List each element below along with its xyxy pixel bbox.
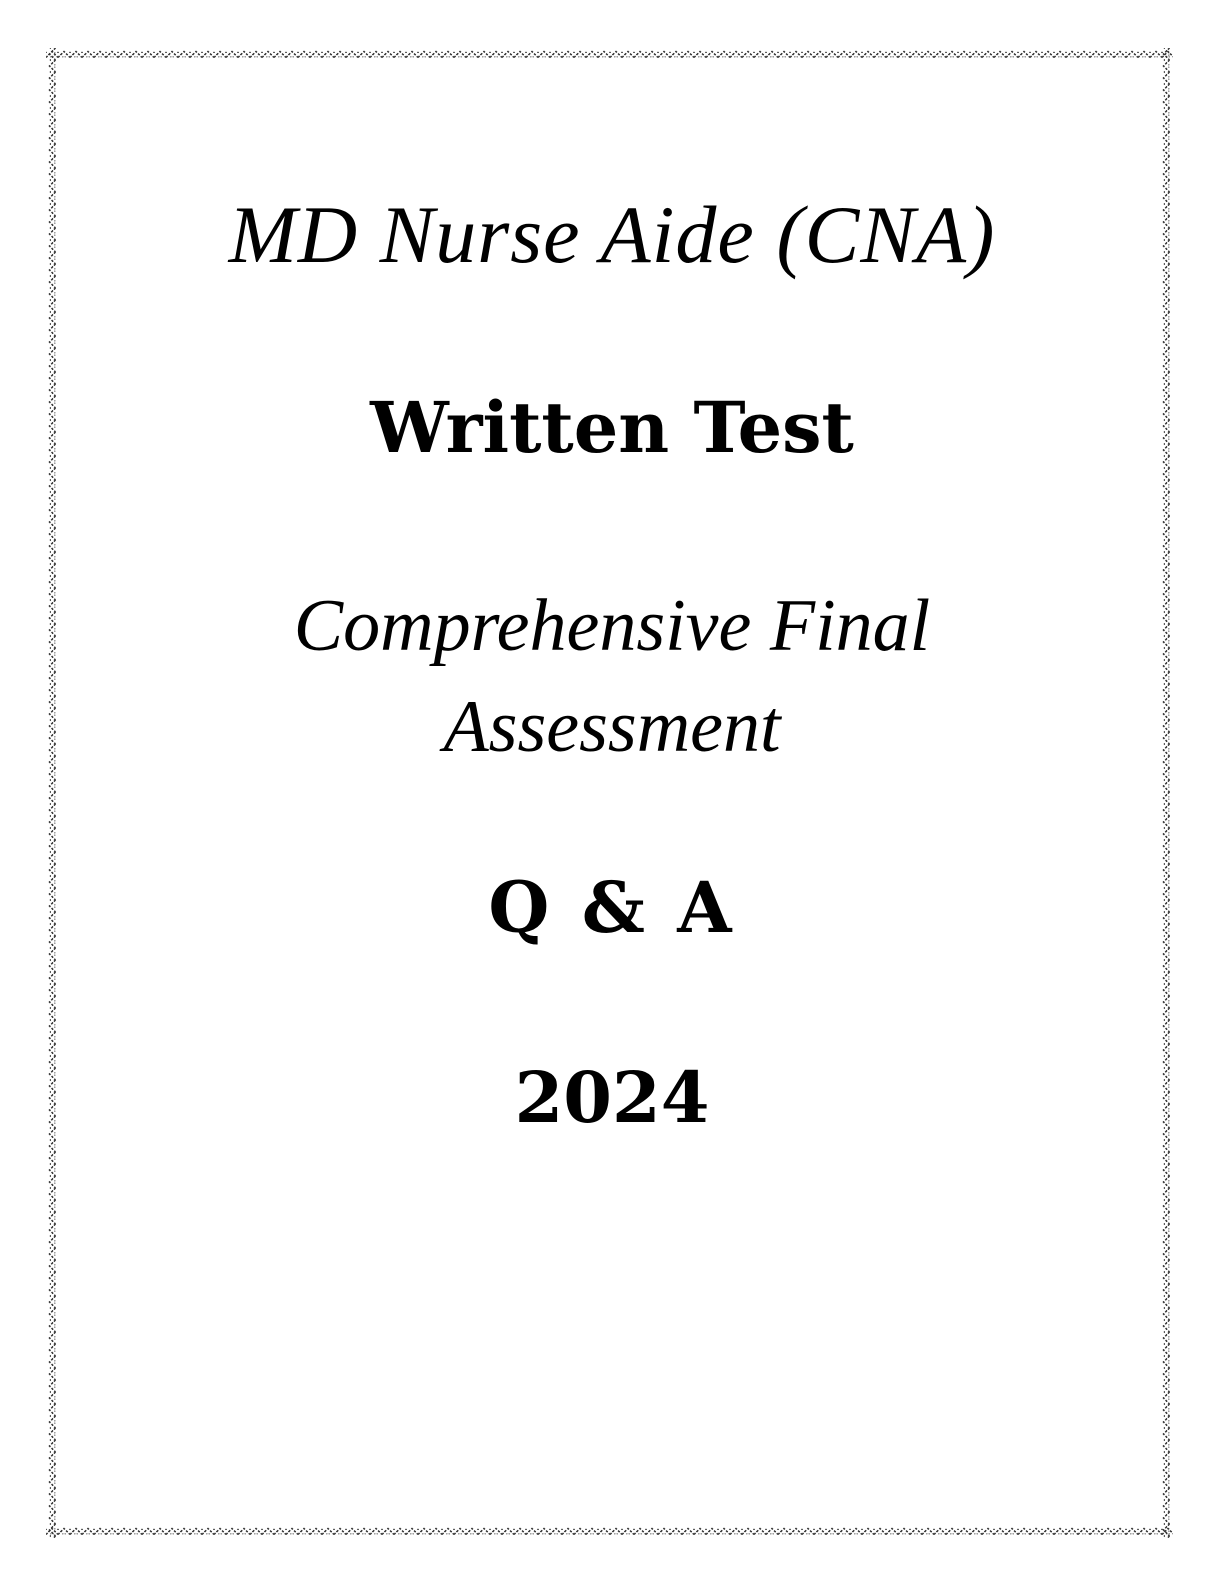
cover-test-type: Written Test [370, 386, 854, 469]
cover-assessment-title [0, 576, 1224, 777]
zigzag-border-top [46, 48, 1173, 61]
zigzag-border-bottom [46, 1525, 1173, 1538]
cover-qa-label: Q & A [488, 866, 736, 949]
cover-assessment-line2: Assessment [443, 685, 781, 768]
cover-year: 2024 [514, 1056, 710, 1139]
cover-assessment-line1: Comprehensive Final [293, 585, 931, 667]
cover-title: MD Nurse Aide (CNA) [228, 189, 996, 280]
